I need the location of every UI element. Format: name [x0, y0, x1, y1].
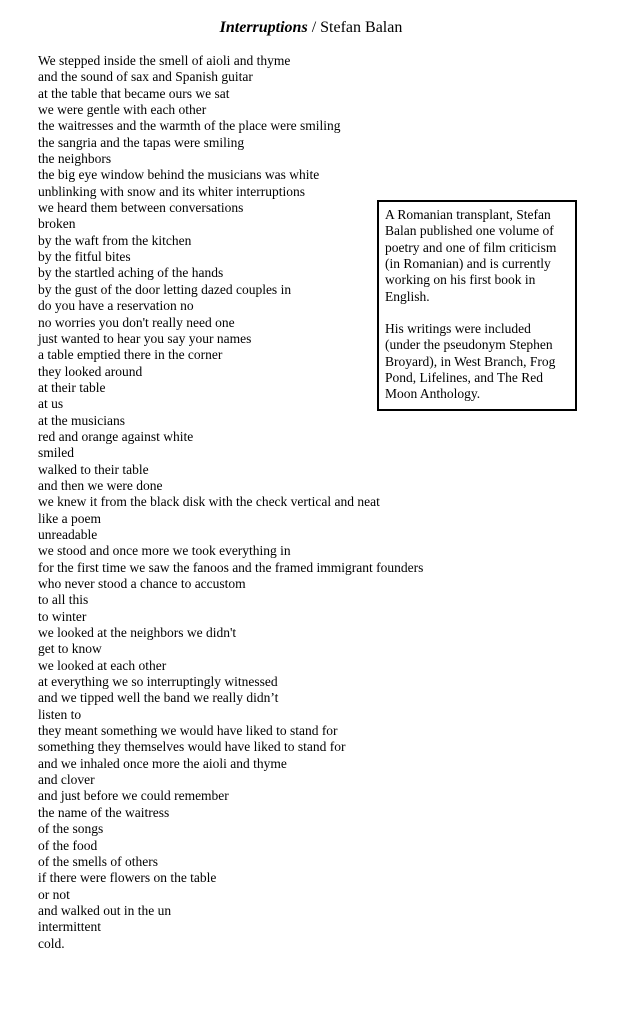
poem-line: do you have a reservation no: [38, 298, 194, 314]
poem-line: to all this: [38, 592, 89, 608]
title-separator: /: [307, 19, 321, 36]
poem-line: of the food: [38, 837, 98, 853]
poem-line: we stood and once more we took everything in: [38, 543, 291, 559]
poem-line: walked to their table: [38, 461, 149, 477]
poem-line: and the sound of sax and Spanish guitar: [38, 69, 253, 85]
poem-line: and then we were done: [38, 477, 163, 493]
poem-line: by the fitful bites: [38, 249, 131, 265]
poem-line: at the table that became ours we sat: [38, 85, 230, 101]
poem-line: who never stood a chance to accustom: [38, 576, 246, 591]
poem-line: cold.: [38, 935, 65, 951]
poem-line: We stepped inside the smell of aioli and thyme: [38, 53, 291, 68]
poem-line: we knew it from the black disk with the check vertical and neat: [38, 494, 380, 510]
poem-line: and walked out in the un: [38, 902, 172, 918]
poem-line: a table emptied there in the corner: [38, 347, 223, 363]
poem-line: if there were flowers on the table: [38, 870, 217, 886]
poem-line: the sangria and the tapas were smiling: [38, 134, 245, 150]
poem-line: of the smells of others: [38, 853, 158, 869]
poem-line: smiled: [38, 445, 74, 461]
poem-line: unreadable: [38, 526, 98, 542]
poem-line: red and orange against white: [38, 428, 194, 444]
poem-line: by the gust of the door letting dazed couples in: [38, 281, 292, 297]
poem-line: by the waft from the kitchen: [38, 232, 192, 248]
page-title: [0, 18, 622, 38]
poem-line: something they themselves would have liked to stand for: [38, 739, 346, 755]
poem-line: like a poem: [38, 510, 101, 526]
poem-line: and we inhaled once more the aioli and thyme: [38, 755, 287, 771]
poem-line: for the first time we saw the fanoos and the framed immigrant founders: [38, 559, 424, 575]
poem-line: we looked at each other: [38, 657, 167, 673]
poem-line: of the songs: [38, 821, 104, 837]
poem-body: [38, 53, 518, 952]
poem-line: we looked at the neighbors we didn't: [38, 625, 237, 641]
poem-line: they looked around: [38, 363, 143, 379]
poem-line: we heard them between conversations: [38, 200, 244, 216]
poem-line: they meant something we would have liked to stand for: [38, 723, 338, 739]
author-bio-box: [377, 200, 577, 411]
poem-line: by the startled aching of the hands: [38, 265, 224, 281]
poem-line: or not: [38, 886, 70, 902]
poem-line: the name of the waitress: [38, 804, 170, 820]
poem-line: at the musicians: [38, 412, 125, 428]
poem-line: listen to: [38, 706, 82, 722]
poem-line: to winter: [38, 608, 87, 624]
poem-line: intermittent: [38, 919, 101, 935]
poem-line: the neighbors: [38, 151, 112, 167]
poem-line: and clover: [38, 772, 95, 788]
poem-line: and just before we could remember: [38, 788, 229, 804]
poem-line: no worries you don't really need one: [38, 314, 235, 330]
poem-line: at their table: [38, 379, 106, 395]
poem-line: the big eye window behind the musicians was white: [38, 167, 320, 183]
bio-paragraph: A Romanian transplant, Stefan Balan published one volume of poetry and one of film criticism (in Romanian) and is currently working on his first book in English.: [385, 207, 557, 304]
poem-line: we were gentle with each other: [38, 102, 207, 118]
bio-paragraph: His writings were included (under the pseudonym Stephen Broyard), in West Branch, Frog Pond, Lifelines, and The Red Moon Anthology.: [385, 321, 556, 402]
poem-title: Interruptions: [219, 19, 308, 36]
poem-line: the waitresses and the warmth of the place were smiling: [38, 118, 341, 134]
poem-line: just wanted to hear you say your names: [38, 330, 252, 346]
poem-line: unblinking with snow and its whiter interruptions: [38, 183, 305, 199]
poem-line: at everything we so interruptingly witnessed: [38, 674, 278, 690]
poem-line: broken: [38, 216, 76, 232]
poem-line: get to know: [38, 641, 102, 657]
poem-line: and we tipped well the band we really didn’t: [38, 690, 279, 706]
poem-line: at us: [38, 396, 64, 412]
author-name: Stefan Balan: [320, 19, 403, 36]
